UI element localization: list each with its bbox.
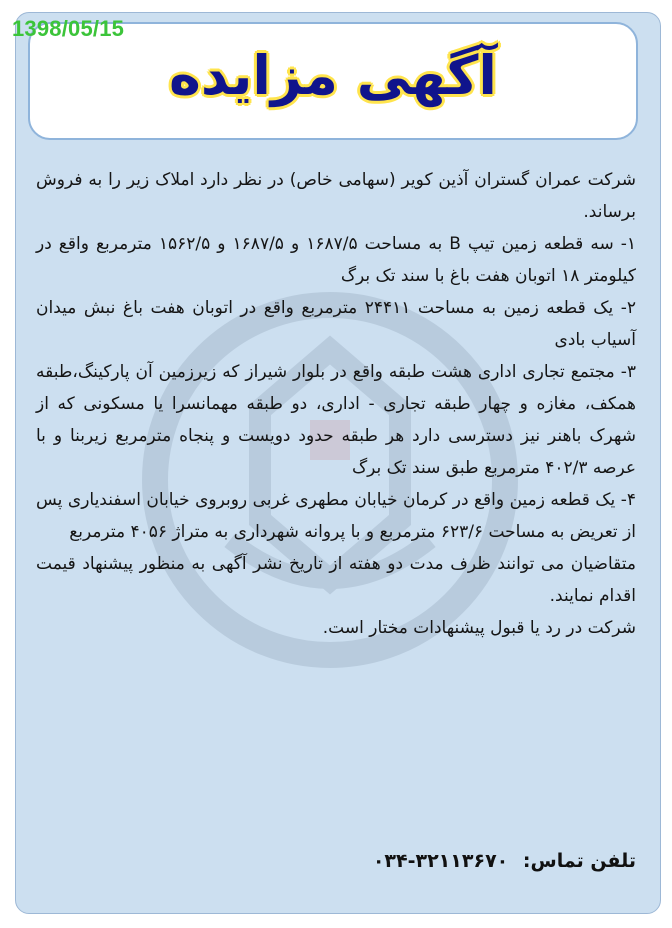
contact-label: تلفن تماس:	[522, 850, 636, 872]
announcement-title: آگهی مزایده	[169, 44, 497, 107]
applicants-paragraph: متقاضیان می توانند ظرف مدت دو هفته از تاریخ نشر آگهی به منظور پیشنهاد قیمت اقدام نمایند.	[36, 554, 636, 606]
intro-paragraph: شرکت عمران گستران آذین کویر (سهامی خاص) در نظر دارد املاک زیر را به فروش برساند.	[36, 170, 636, 222]
item-2-paragraph: ۲- یک قطعه زمین به مساحت ۲۴۴۱۱ مترمربع واقع در اتوبان هفت باغ نبش میدان آسیاب بادی	[36, 298, 636, 350]
item-3-paragraph: ۳- مجتمع تجاری اداری هشت طبقه واقع در بلوار شیراز که زیرزمین آن پارکینگ،طبقه همکف، مغازه و چهار طبقه تجاری - اداری، دو طبقه مهمانسرا یا مسکونی که از شهرک باهنر نیز دسترسی دارد هر طبقه حدود دویست و پنجاه مترمربع زیربنا و با عرصه ۴۰۲/۳ مترمربع طبق سند تک برگ	[36, 362, 636, 478]
item-1-paragraph: ۱- سه قطعه زمین تیپ B به مساحت ۱۶۸۷/۵ و ۱۶۸۷/۵ و ۱۵۶۲/۵ مترمربع واقع در کیلومتر ۱۸ اتوبان هفت باغ با سند تک برگ	[36, 234, 636, 286]
contact-row	[36, 850, 636, 890]
publish-date: 1398/05/15	[12, 16, 125, 41]
announcement-body	[36, 164, 636, 644]
item-4-paragraph: ۴- یک قطعه زمین واقع در کرمان خیابان مطهری غربی روبروی خیابان اسفندیاری پس از تعریض به مساحت ۶۲۳/۶ مترمربع و با پروانه شهرداری به متراژ ۴۰۵۶ مترمربع	[36, 490, 636, 542]
contact-phone-number: ۰۳۴-۳۲۱۱۳۶۷۰	[372, 850, 509, 872]
rights-paragraph: شرکت در رد یا قبول پیشنهادات مختار است.	[322, 618, 636, 638]
